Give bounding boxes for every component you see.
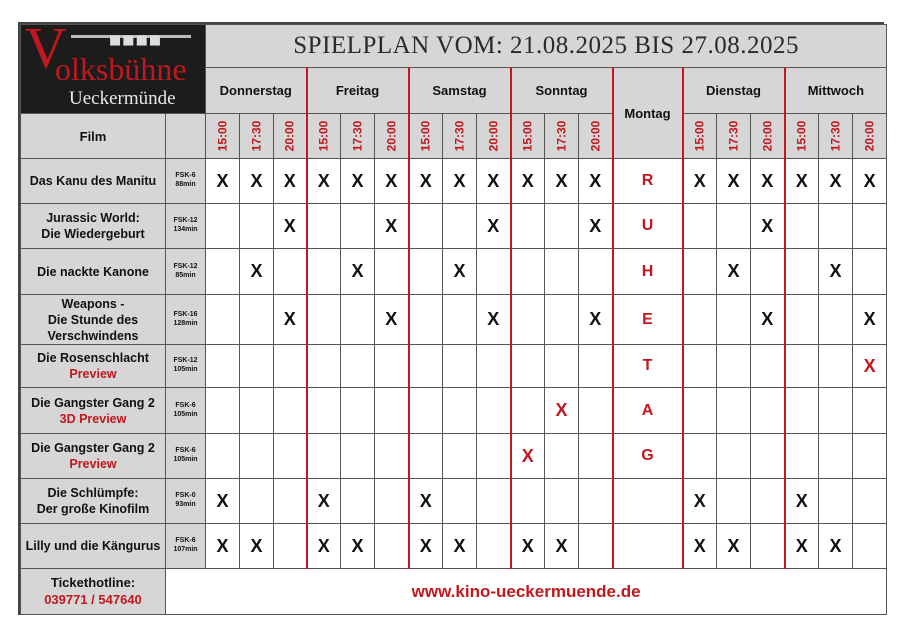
ruhetag-letter	[613, 524, 683, 569]
film-row	[21, 345, 887, 388]
showtime-cell	[375, 479, 409, 524]
fsk-label: FSK-16	[173, 310, 198, 318]
showtime-cell	[274, 388, 307, 434]
showtime-header	[274, 114, 307, 159]
showtime-cell	[375, 388, 409, 434]
film-title-line: Lilly und die Kängurus	[25, 539, 161, 553]
ruhetag-letter: E	[613, 295, 683, 345]
showtime-label: 20:00	[282, 120, 297, 152]
showtime-cell: X	[274, 204, 307, 249]
showtime-cell	[717, 434, 751, 479]
film-column-header: Film	[21, 114, 166, 159]
showtime-cell	[307, 204, 341, 249]
showtime-cell: X	[511, 159, 545, 204]
showtime-label: 17:30	[828, 120, 843, 152]
showtime-cell: X	[409, 479, 443, 524]
day-header-dienstag: Dienstag	[683, 68, 785, 114]
showtime-header	[785, 114, 819, 159]
showtime-cell: X	[717, 159, 751, 204]
showtime-header	[341, 114, 375, 159]
showtime-cell	[375, 434, 409, 479]
showtime-cell	[853, 479, 887, 524]
showtime-cell	[545, 249, 579, 295]
showtime-cell: X	[443, 249, 477, 295]
showtime-label: 17:30	[726, 120, 741, 152]
page-title: SPIELPLAN VOM: 21.08.2025 BIS 27.08.2025	[206, 25, 887, 68]
showtime-cell	[717, 345, 751, 388]
showtime-cell	[307, 388, 341, 434]
film-title-line: Verschwindens	[47, 328, 139, 343]
showtime-cell: X	[545, 159, 579, 204]
showtime-cell	[683, 295, 717, 345]
hotline-number: 039771 / 547640	[44, 591, 142, 607]
day-header-donnerstag: Donnerstag	[206, 68, 307, 114]
showtime-cell	[274, 524, 307, 569]
showtime-cell	[819, 388, 853, 434]
showtime-header	[717, 114, 751, 159]
showtime-label: 20:00	[862, 120, 877, 152]
showtime-cell	[206, 295, 240, 345]
film-row	[21, 434, 887, 479]
showtime-cell	[240, 388, 274, 434]
fsk-column-header	[166, 114, 206, 159]
showtime-cell: X	[751, 295, 785, 345]
showtime-cell: X	[545, 388, 579, 434]
showtime-cell: X	[853, 159, 887, 204]
showtime-cell	[751, 388, 785, 434]
film-title-line: Die Stunde des	[47, 312, 139, 327]
showtime-cell	[853, 434, 887, 479]
film-duration: 105min	[173, 410, 198, 418]
ticket-hotline	[21, 569, 166, 615]
film-row	[21, 249, 887, 295]
film-title-line: Die Rosenschlacht	[37, 351, 149, 365]
ruhetag-letter: H	[613, 249, 683, 295]
showtime-cell: X	[853, 295, 887, 345]
showtime-cell	[443, 434, 477, 479]
showtime-cell	[785, 434, 819, 479]
film-duration: 105min	[173, 366, 198, 373]
showtime-cell	[375, 345, 409, 388]
fsk-rating	[166, 524, 206, 569]
showtime-cell	[307, 434, 341, 479]
showtime-cell: X	[307, 159, 341, 204]
ruhetag-letter: G	[613, 434, 683, 479]
film-row	[21, 295, 887, 345]
showtime-cell: X	[785, 479, 819, 524]
showtime-cell	[240, 479, 274, 524]
film-title	[21, 524, 166, 569]
film-note: Preview	[69, 367, 117, 381]
showtime-cell	[341, 388, 375, 434]
showtime-cell	[683, 249, 717, 295]
showtime-label: 17:30	[452, 120, 467, 152]
showtime-cell	[409, 249, 443, 295]
showtime-header	[409, 114, 443, 159]
film-duration: 107min	[173, 546, 198, 553]
showtime-label: 20:00	[486, 120, 501, 152]
showtime-header	[307, 114, 341, 159]
showtime-label: 20:00	[384, 120, 399, 152]
showtime-cell: X	[683, 524, 717, 569]
showtime-cell: X	[683, 159, 717, 204]
showtime-cell	[409, 204, 443, 249]
fsk-rating	[166, 479, 206, 524]
showtime-cell	[717, 204, 751, 249]
ruhetag-letter	[613, 479, 683, 524]
showtime-cell	[443, 345, 477, 388]
showtime-cell	[819, 479, 853, 524]
showtime-cell: X	[274, 295, 307, 345]
showtime-cell	[683, 204, 717, 249]
showtime-cell: X	[511, 434, 545, 479]
fsk-label: FSK-6	[175, 401, 196, 409]
film-title-line: Die Gangster Gang 2	[31, 441, 155, 455]
showtime-cell	[477, 524, 511, 569]
showtime-cell	[545, 204, 579, 249]
showtime-cell	[307, 345, 341, 388]
film-row	[21, 479, 887, 524]
showtime-cell	[511, 295, 545, 345]
showtime-cell	[206, 434, 240, 479]
showtime-cell	[853, 249, 887, 295]
showtime-cell	[477, 345, 511, 388]
film-title-line: Weapons -	[61, 296, 125, 311]
logo-dots: ■■■■	[109, 33, 163, 48]
showtime-cell: X	[240, 524, 274, 569]
showtime-cell	[307, 295, 341, 345]
showtime-cell	[579, 434, 613, 479]
film-row	[21, 524, 887, 569]
showtime-cell	[443, 479, 477, 524]
showtime-cell	[511, 204, 545, 249]
showtime-cell	[206, 204, 240, 249]
showtime-cell: X	[751, 204, 785, 249]
showtime-cell: X	[785, 524, 819, 569]
showtime-cell	[545, 345, 579, 388]
showtime-cell: X	[717, 524, 751, 569]
ruhetag-letter: U	[613, 204, 683, 249]
showtime-cell	[443, 204, 477, 249]
showtime-cell	[785, 388, 819, 434]
fsk-label: FSK-12	[173, 262, 198, 270]
film-title-line: Die Schlümpfe:	[47, 486, 139, 500]
showtime-cell: X	[751, 159, 785, 204]
showtime-cell	[751, 524, 785, 569]
film-row	[21, 388, 887, 434]
showtime-cell	[240, 345, 274, 388]
showtime-header	[545, 114, 579, 159]
showtime-cell	[579, 479, 613, 524]
showtime-label: 17:30	[554, 120, 569, 152]
fsk-label: FSK-6	[175, 447, 196, 455]
film-title-line: Die Wiedergeburt	[41, 227, 145, 241]
day-header-montag: Montag	[613, 68, 683, 159]
showtime-cell: X	[307, 479, 341, 524]
showtime-cell	[853, 204, 887, 249]
showtime-cell	[240, 434, 274, 479]
showtime-cell: X	[477, 204, 511, 249]
showtime-label: 15:00	[794, 120, 809, 152]
showtime-cell	[717, 479, 751, 524]
fsk-label: FSK-6	[175, 537, 196, 545]
showtime-cell	[206, 345, 240, 388]
showtime-header	[683, 114, 717, 159]
showtime-cell	[579, 249, 613, 295]
showtime-cell	[511, 479, 545, 524]
day-header-sonntag: Sonntag	[511, 68, 613, 114]
showtime-cell	[477, 249, 511, 295]
showtime-cell	[341, 204, 375, 249]
showtime-label: 15:00	[520, 120, 535, 152]
showtime-header	[477, 114, 511, 159]
showtime-cell	[409, 295, 443, 345]
film-row	[21, 159, 887, 204]
showtime-label: 15:00	[418, 120, 433, 152]
showtime-cell	[751, 249, 785, 295]
showtime-header	[853, 114, 887, 159]
fsk-label: FSK-6	[175, 172, 196, 180]
hotline-label: Tickethotline:	[50, 574, 136, 590]
showtime-header	[240, 114, 274, 159]
showtime-cell	[853, 524, 887, 569]
showtime-cell	[545, 295, 579, 345]
fsk-rating	[166, 249, 206, 295]
website-link[interactable]: www.kino-ueckermuende.de	[166, 569, 887, 615]
film-title	[21, 388, 166, 434]
showtime-cell	[785, 249, 819, 295]
film-title-line: Der große Kinofilm	[36, 502, 150, 516]
showtime-header	[751, 114, 785, 159]
logo-name: olksbühne	[55, 51, 187, 87]
ruhetag-letter: R	[613, 159, 683, 204]
film-title-line: Das Kanu des Manitu	[29, 174, 157, 188]
showtime-header	[375, 114, 409, 159]
logo-initial: V	[25, 24, 67, 80]
showtime-cell	[751, 479, 785, 524]
showtime-cell: X	[341, 249, 375, 295]
showtime-cell	[274, 345, 307, 388]
showtime-cell	[477, 434, 511, 479]
showtime-cell: X	[579, 159, 613, 204]
showtime-cell	[819, 295, 853, 345]
showtime-label: 15:00	[692, 120, 707, 152]
fsk-label: FSK-12	[173, 357, 198, 365]
logo-town: Ueckermünde	[69, 88, 176, 109]
film-title-line: Jurassic World:	[46, 211, 140, 225]
film-title-line: Die nackte Kanone	[37, 264, 149, 279]
showtime-cell: X	[819, 159, 853, 204]
showtime-header	[443, 114, 477, 159]
showtime-cell	[274, 479, 307, 524]
showtime-cell	[511, 388, 545, 434]
showtime-cell	[274, 249, 307, 295]
showtime-cell	[545, 434, 579, 479]
showtime-cell	[341, 345, 375, 388]
showtime-cell: X	[375, 159, 409, 204]
showtime-header	[579, 114, 613, 159]
day-header-mittwoch: Mittwoch	[785, 68, 887, 114]
showtime-cell	[785, 204, 819, 249]
showtime-cell	[545, 479, 579, 524]
showtime-header	[511, 114, 545, 159]
showtime-cell: X	[819, 249, 853, 295]
showtime-cell	[683, 345, 717, 388]
showtime-cell: X	[511, 524, 545, 569]
showtime-cell: X	[579, 295, 613, 345]
showtime-cell: X	[206, 159, 240, 204]
showtime-cell	[206, 388, 240, 434]
showtime-cell	[240, 204, 274, 249]
day-header-freitag: Freitag	[307, 68, 409, 114]
showtime-cell: X	[409, 524, 443, 569]
showtime-cell: X	[375, 204, 409, 249]
showtime-cell	[853, 388, 887, 434]
showtime-cell: X	[819, 524, 853, 569]
showtime-label: 15:00	[316, 120, 331, 152]
fsk-rating	[166, 295, 206, 345]
showtime-cell	[307, 249, 341, 295]
showtime-cell	[443, 388, 477, 434]
fsk-label: FSK-12	[173, 217, 198, 225]
footer-row	[21, 569, 887, 615]
film-duration: 93min	[175, 501, 196, 508]
showtime-cell	[477, 388, 511, 434]
showtime-cell	[683, 388, 717, 434]
film-duration: 134min	[173, 226, 198, 233]
showtime-cell	[579, 388, 613, 434]
showtime-cell: X	[240, 159, 274, 204]
film-row	[21, 204, 887, 249]
showtime-cell	[341, 434, 375, 479]
showtime-cell: X	[375, 295, 409, 345]
fsk-rating	[166, 345, 206, 388]
film-title	[21, 295, 166, 345]
showtime-cell: X	[477, 159, 511, 204]
showtime-cell: X	[443, 524, 477, 569]
showtime-cell	[751, 434, 785, 479]
showtime-cell	[785, 295, 819, 345]
film-title	[21, 345, 166, 388]
showtime-cell	[409, 434, 443, 479]
ruhetag-letter: T	[613, 345, 683, 388]
showtime-cell	[341, 479, 375, 524]
showtime-cell	[240, 295, 274, 345]
showtime-cell: X	[853, 345, 887, 388]
showtime-cell	[375, 524, 409, 569]
fsk-rating	[166, 434, 206, 479]
showtime-cell	[819, 434, 853, 479]
showtime-cell	[477, 479, 511, 524]
showtime-cell	[579, 524, 613, 569]
showtime-cell	[409, 388, 443, 434]
day-header-samstag: Samstag	[409, 68, 511, 114]
showtime-header	[819, 114, 853, 159]
schedule-table	[20, 24, 887, 615]
showtime-cell	[409, 345, 443, 388]
showtime-cell: X	[785, 159, 819, 204]
showtime-cell: X	[545, 524, 579, 569]
showtime-cell: X	[477, 295, 511, 345]
showtime-cell	[751, 345, 785, 388]
film-title	[21, 204, 166, 249]
showtime-label: 20:00	[588, 120, 603, 152]
cinema-logo	[21, 25, 206, 114]
showtime-label: 17:30	[249, 120, 264, 152]
film-title-line: Die Gangster Gang 2	[31, 395, 155, 410]
showtime-label: 17:30	[350, 120, 365, 152]
showtime-cell	[511, 249, 545, 295]
showtime-cell: X	[409, 159, 443, 204]
showtime-cell	[785, 345, 819, 388]
showtime-cell: X	[274, 159, 307, 204]
film-note: 3D Preview	[59, 411, 127, 426]
film-duration: 88min	[175, 181, 196, 188]
showtime-cell	[683, 434, 717, 479]
showtime-cell: X	[240, 249, 274, 295]
showtime-cell	[717, 295, 751, 345]
showtime-cell	[511, 345, 545, 388]
showtime-cell: X	[206, 524, 240, 569]
showtime-label: 15:00	[215, 120, 230, 152]
showtime-cell: X	[717, 249, 751, 295]
showtime-header	[206, 114, 240, 159]
showtime-cell	[443, 295, 477, 345]
showtime-cell: X	[307, 524, 341, 569]
film-duration: 105min	[173, 456, 198, 463]
fsk-rating	[166, 388, 206, 434]
showtime-cell	[819, 345, 853, 388]
showtime-cell: X	[683, 479, 717, 524]
showtime-label: 20:00	[760, 120, 775, 152]
schedule-sheet	[18, 22, 884, 615]
showtime-cell: X	[443, 159, 477, 204]
film-title	[21, 159, 166, 204]
showtime-cell: X	[579, 204, 613, 249]
film-note: Preview	[69, 457, 117, 471]
showtime-cell: X	[341, 524, 375, 569]
fsk-rating	[166, 159, 206, 204]
showtime-cell	[274, 434, 307, 479]
fsk-label: FSK-0	[175, 492, 196, 500]
showtime-cell	[819, 204, 853, 249]
film-title	[21, 249, 166, 295]
showtime-cell: X	[206, 479, 240, 524]
film-duration: 128min	[173, 319, 198, 327]
showtime-cell	[579, 345, 613, 388]
ruhetag-letter: A	[613, 388, 683, 434]
showtime-cell	[206, 249, 240, 295]
film-duration: 85min	[175, 271, 196, 279]
showtime-cell	[717, 388, 751, 434]
fsk-rating	[166, 204, 206, 249]
showtime-cell: X	[341, 159, 375, 204]
showtime-cell	[341, 295, 375, 345]
film-title	[21, 434, 166, 479]
showtime-cell	[375, 249, 409, 295]
film-title	[21, 479, 166, 524]
